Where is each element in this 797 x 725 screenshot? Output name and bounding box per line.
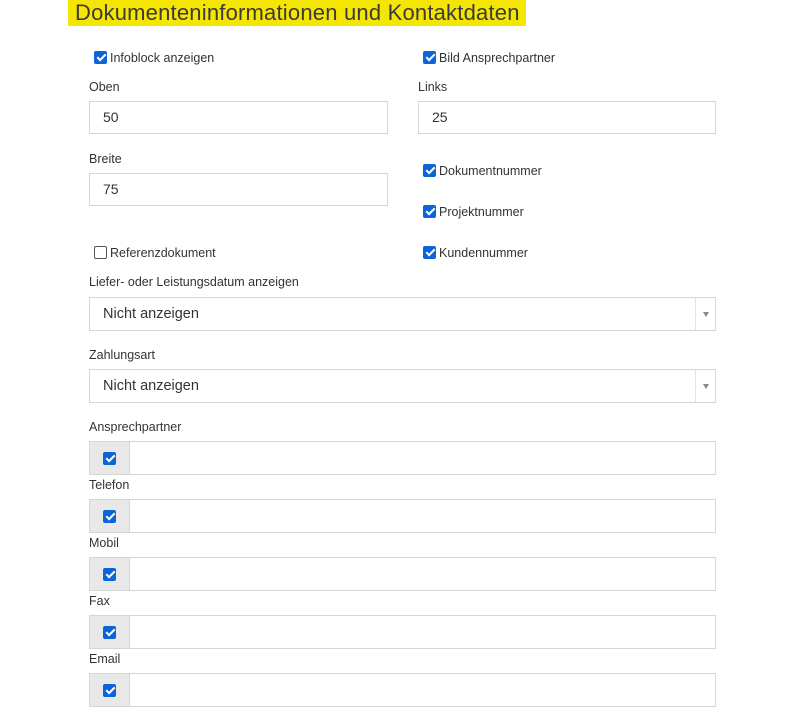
lieferdatum-label: Liefer- oder Leistungsdatum anzeigen bbox=[89, 275, 299, 289]
telefon-label: Telefon bbox=[89, 478, 130, 492]
ansprechpartner-label: Ansprechpartner bbox=[89, 420, 182, 434]
referenzdokument-label: Referenzdokument bbox=[110, 246, 216, 260]
telefon-input[interactable] bbox=[130, 500, 715, 532]
zahlungsart-label: Zahlungsart bbox=[89, 348, 156, 362]
zahlungsart-selected-value: Nicht anzeigen bbox=[103, 378, 199, 394]
referenzdokument-checkbox-row[interactable] bbox=[94, 246, 216, 260]
projektnummer-label: Projektnummer bbox=[439, 205, 524, 219]
email-checkbox[interactable] bbox=[103, 684, 116, 697]
dokumentnummer-label: Dokumentnummer bbox=[439, 164, 542, 178]
bild-ansprechpartner-checkbox[interactable] bbox=[423, 51, 436, 64]
infoblock-checkbox-row[interactable] bbox=[94, 51, 214, 65]
fax-input[interactable] bbox=[130, 616, 715, 648]
kundennummer-checkbox-row[interactable] bbox=[423, 246, 528, 260]
infoblock-label: Infoblock anzeigen bbox=[110, 51, 215, 65]
email-input[interactable] bbox=[130, 674, 715, 706]
telefon-input-group bbox=[89, 499, 716, 533]
fax-label: Fax bbox=[89, 594, 110, 608]
bild-ansprechpartner-label: Bild Ansprechpartner bbox=[439, 51, 556, 65]
referenzdokument-checkbox[interactable] bbox=[94, 246, 107, 259]
lieferdatum-select[interactable] bbox=[89, 297, 716, 331]
dropdown-arrow-icon bbox=[703, 312, 709, 317]
dropdown-arrow-icon bbox=[703, 384, 709, 389]
dokumentnummer-checkbox-row[interactable] bbox=[423, 164, 542, 178]
fax-checkbox[interactable] bbox=[103, 626, 116, 639]
lieferdatum-selected-value: Nicht anzeigen bbox=[103, 306, 199, 322]
bild-ansprechpartner-checkbox-row[interactable] bbox=[423, 51, 555, 65]
zahlungsart-select[interactable] bbox=[89, 369, 716, 403]
breite-input[interactable]: 75 bbox=[89, 173, 388, 206]
email-label: Email bbox=[89, 652, 121, 666]
mobil-label: Mobil bbox=[89, 536, 119, 550]
fax-input-group bbox=[89, 615, 716, 649]
email-input-group bbox=[89, 673, 716, 707]
projektnummer-checkbox[interactable] bbox=[423, 205, 436, 218]
mobil-input[interactable] bbox=[130, 558, 715, 590]
breite-label: Breite bbox=[89, 152, 122, 166]
mobil-checkbox[interactable] bbox=[103, 568, 116, 581]
ansprechpartner-input[interactable] bbox=[130, 442, 715, 474]
kundennummer-label: Kundennummer bbox=[439, 246, 528, 260]
ansprechpartner-input-group bbox=[89, 441, 716, 475]
infoblock-checkbox[interactable] bbox=[94, 51, 107, 64]
links-input[interactable]: 25 bbox=[418, 101, 716, 134]
mobil-input-group bbox=[89, 557, 716, 591]
oben-input[interactable]: 50 bbox=[89, 101, 388, 134]
section-title: Dokumenteninformationen und Kontaktdaten bbox=[68, 0, 526, 26]
projektnummer-checkbox-row[interactable] bbox=[423, 205, 524, 219]
dokumentnummer-checkbox[interactable] bbox=[423, 164, 436, 177]
telefon-checkbox[interactable] bbox=[103, 510, 116, 523]
oben-label: Oben bbox=[89, 80, 120, 94]
ansprechpartner-checkbox[interactable] bbox=[103, 452, 116, 465]
links-label: Links bbox=[418, 80, 448, 94]
kundennummer-checkbox[interactable] bbox=[423, 246, 436, 259]
